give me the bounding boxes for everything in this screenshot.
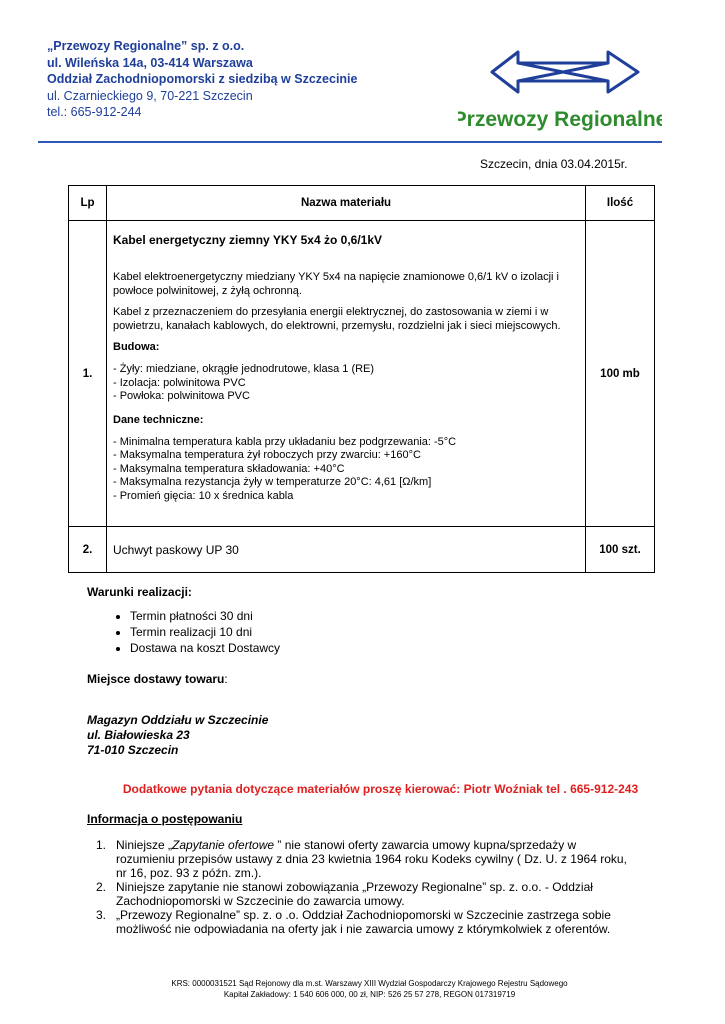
item-paragraph: Kabel elektroenergetyczny miedziany YKY 5x4 na napięcie znamionowe 0,6/1 kV o izolacji i powłoce polwinitowej, z żyłą ochronną. xyxy=(113,271,559,297)
dane-title: Dane techniczne: xyxy=(113,413,204,426)
footer xyxy=(0,978,725,1000)
logo-text: Przewozy Regionalne xyxy=(458,108,662,131)
row-lp: 1. xyxy=(69,221,107,527)
item-number: 3. xyxy=(96,908,107,922)
branch-name: Oddział Zachodniopomorski z siedzibą w Szczecinie xyxy=(47,72,358,86)
header-name: Nazwa materiału xyxy=(107,186,586,221)
item-text: „Przewozy Regionalne” sp. z. o .o. Oddział Zachodniopomorski w Szczecinie zastrzega sobie możliwość nie odpowiadania na oferty jak i nie zawarcia umowy z którymkolwiek z oferentów. xyxy=(116,908,611,936)
miejsce-colon: : xyxy=(224,672,228,686)
miejsce-title: Miejsce dostawy towaru xyxy=(87,672,225,686)
item-text-post: ” nie stanowi oferty zawarcia umowy kupna/sprzedaży w rozumieniu przepisów ustawy z dnia 23 kwietnia 1964 roku Kodeks cywilny ( Dz. U. z 1964 roku, nr 16, poz. 93 z późn. zm.). xyxy=(116,838,627,880)
warunki-list xyxy=(110,608,280,656)
row-description xyxy=(107,221,586,527)
footer-capital: Kapitał Zakładowy: 1 540 606 000, 00 zł, NIP: 526 25 57 278, REGON 017319719 xyxy=(223,990,516,999)
dane-line: - Promień gięcia: 10 x średnica kabla xyxy=(113,489,294,502)
dane-line: - Maksymalna temperatura składowania: +40°C xyxy=(113,462,345,475)
info-title: Informacja o postępowaniu xyxy=(87,812,243,826)
dane-line: - Maksymalna rezystancja żyły w temperaturze 20°C: 4,61 [Ω/km] xyxy=(113,476,432,488)
document-date: Szczecin, dnia 03.04.2015r. xyxy=(480,157,628,171)
item-text-pre: Niniejsze „ xyxy=(116,838,173,852)
item-name: Kabel energetyczny ziemny YKY 5x4 żo 0,6/1kV xyxy=(113,233,383,247)
budowa-title: Budowa: xyxy=(113,341,160,353)
list-item xyxy=(96,908,636,936)
row-qty: 100 mb xyxy=(586,221,655,527)
materials-table xyxy=(68,185,655,573)
header-divider xyxy=(38,141,662,143)
address-line: 71-010 Szczecin xyxy=(87,743,179,757)
item-name: Uchwyt paskowy UP 30 xyxy=(113,542,239,557)
list-item: • Termin realizacji 10 dni xyxy=(130,624,280,640)
row-description xyxy=(107,527,586,573)
budowa-line: - Powłoka: polwinitowa PVC xyxy=(113,390,250,402)
budowa-line: - Żyły: miedziane, okrągłe jednodrutowe, klasa 1 (RE) xyxy=(113,363,375,375)
branch-address: ul. Czarnieckiego 9, 70-221 Szczecin xyxy=(47,88,253,103)
company-logo xyxy=(458,36,662,134)
company-header xyxy=(47,38,357,121)
table-header-row xyxy=(69,186,655,221)
list-item xyxy=(96,838,636,880)
item-text-em: Zapytanie ofertowe xyxy=(172,838,275,852)
footer-krs: KRS: 0000031521 Sąd Rejonowy dla m.st. Warszawy XIII Wydział Gospodarczy Krajowego Rejestru Sądowego xyxy=(171,979,568,988)
header-qty: Ilość xyxy=(586,186,655,221)
list-item xyxy=(96,880,636,908)
address-line: Magazyn Oddziału w Szczecinie xyxy=(87,713,269,727)
list-item: • Dostawa na koszt Dostawcy xyxy=(130,640,280,656)
warunki-title: Warunki realizacji: xyxy=(87,585,192,599)
delivery-address xyxy=(87,713,268,758)
miejsce-heading xyxy=(87,672,228,686)
list-item: • Termin płatności 30 dni xyxy=(130,608,280,624)
item-number: 1. xyxy=(96,838,107,852)
header-lp: Lp xyxy=(69,186,107,221)
item-text: Niniejsze zapytanie nie stanowi zobowiązania „Przewozy Regionalne” sp. z. o.o. - Oddział Zachodniopomorski w Szczecinie do zawarcia umowy. xyxy=(116,880,593,908)
info-list xyxy=(96,838,636,936)
company-address: ul. Wileńska 14a, 03-414 Warszawa xyxy=(47,55,253,70)
address-line: ul. Białowieska 23 xyxy=(87,728,190,742)
dane-line: - Minimalna temperatura kabla przy układaniu bez podgrzewania: -5°C xyxy=(113,435,457,448)
dane-line: - Maksymalna temperatura żył roboczych przy zwarciu: +160°C xyxy=(113,449,421,461)
double-arrow-logo-icon xyxy=(458,36,662,134)
contact-note: Dodatkowe pytania dotyczące materiałów proszę kierować: Piotr Woźniak tel . 665-912-243 xyxy=(122,782,639,796)
item-number: 2. xyxy=(96,880,107,894)
row-lp: 2. xyxy=(69,527,107,573)
item-paragraph: Kabel z przeznaczeniem do przesyłania energii elektrycznej, do zastosowania w ziemi i w powietrzu, kanałach kablowych, do elektrowni, przemysłu, rozdzielni jak i sieci miejscowych. xyxy=(113,306,561,332)
row-qty: 100 szt. xyxy=(586,527,655,573)
table-row xyxy=(69,527,655,573)
budowa-line: - Izolacja: polwinitowa PVC xyxy=(113,376,246,389)
branch-phone: tel.: 665-912-244 xyxy=(47,105,142,119)
company-name: „Przewozy Regionalne” sp. z o.o. xyxy=(47,39,245,53)
table-row xyxy=(69,221,655,527)
